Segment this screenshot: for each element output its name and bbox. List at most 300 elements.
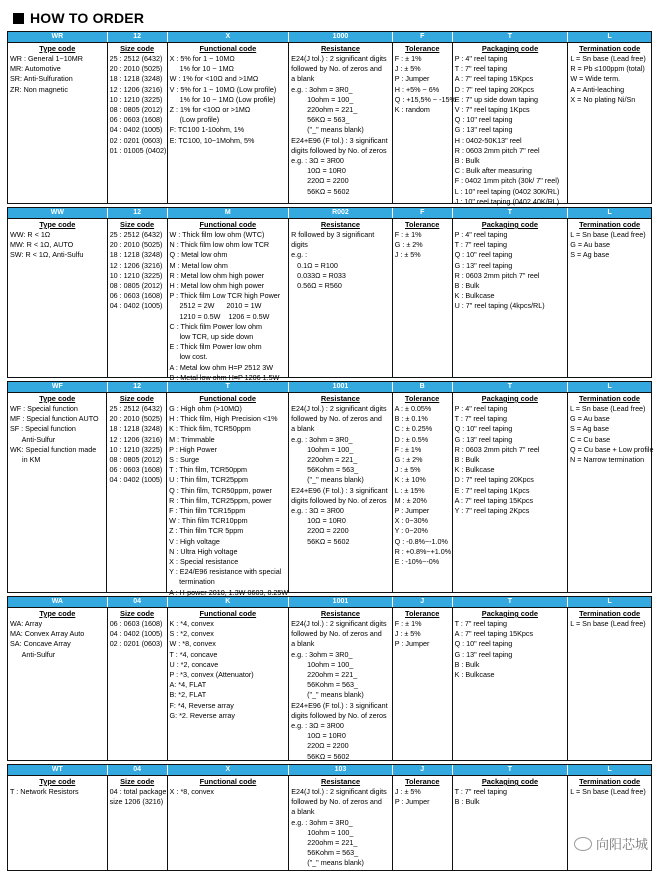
example-code-cell: R002 bbox=[289, 208, 393, 218]
spec-line: e.g. : 3ohm = 3R0_ bbox=[291, 434, 353, 444]
code-header-row bbox=[8, 32, 651, 43]
spec-line: B : ± 0.1% bbox=[394, 414, 428, 424]
spec-line: e.g. : 3ohm = 3R0_ bbox=[291, 649, 353, 659]
spec-line: Q : -0.8%~-1.0% bbox=[394, 536, 448, 546]
spec-line: S = Ag base bbox=[570, 424, 609, 434]
spec-line: digits followed by No. of zeros bbox=[291, 145, 387, 155]
spec-line: e.g. : 3Ω = 3R00 bbox=[291, 506, 344, 516]
column-heading: Functional code bbox=[199, 44, 257, 53]
spec-line: a blank bbox=[291, 639, 315, 649]
column-heading: Packaging code bbox=[481, 44, 539, 53]
spec-line: K : Bulkcase bbox=[454, 465, 495, 475]
spec-line: K : Bulkcase bbox=[454, 291, 495, 301]
spec-line: J : 10" reel taping (0402 40K/RL) bbox=[454, 196, 560, 206]
spec-column bbox=[289, 608, 393, 760]
spec-line: ("_" means blank) bbox=[291, 475, 364, 485]
spec-line: V : High voltage bbox=[169, 536, 220, 546]
spec-line: in KM bbox=[10, 455, 41, 465]
spec-line: L = Sn base (Lead free) bbox=[570, 54, 646, 63]
spec-line: T : 7" reel taping bbox=[454, 240, 507, 250]
spec-line: SF : Special function bbox=[10, 424, 76, 434]
spec-line: X : 0~30% bbox=[394, 516, 428, 526]
spec-column bbox=[568, 393, 654, 592]
spec-line: G = Au base bbox=[570, 414, 610, 424]
spec-line: Q : Thin film, TCR50ppm, power bbox=[169, 485, 272, 495]
spec-line: R : 0603 2mm pitch 7" reel bbox=[454, 444, 540, 454]
column-heading: Tolerance bbox=[405, 609, 440, 618]
spec-line: S : Surge bbox=[169, 455, 200, 465]
spec-column bbox=[568, 219, 651, 377]
spec-line: 12 : 1206 (3216) bbox=[109, 84, 163, 94]
spec-line: 56Kohm = 563_ bbox=[291, 848, 359, 858]
spec-line: 56Kohm = 563_ bbox=[291, 465, 359, 475]
spec-column bbox=[453, 776, 569, 870]
spec-line: C : ± 0.25% bbox=[394, 424, 433, 434]
spec-column bbox=[8, 393, 107, 592]
spec-line: F: *4, Reverse array bbox=[169, 700, 234, 710]
spec-line: N = Narrow termination bbox=[570, 455, 645, 465]
spec-line: low TCR, up side down bbox=[169, 332, 254, 342]
spec-line: P : Jumper bbox=[394, 797, 430, 807]
spec-line: e.g. : bbox=[291, 250, 308, 260]
spec-column bbox=[453, 393, 568, 592]
spec-line: 0.1Ω = R100 bbox=[291, 260, 338, 270]
spec-line: e.g. : 3ohm = 3R0_ bbox=[291, 84, 353, 94]
spec-column bbox=[167, 393, 289, 597]
spec-line: 10ohm = 100_ bbox=[291, 94, 354, 104]
column-heading: Packaging code bbox=[481, 220, 539, 229]
spec-line: 06 : 0603 (1608) bbox=[109, 465, 163, 475]
example-code-cell: 1001 bbox=[289, 597, 393, 607]
spec-line: P : Jumper bbox=[394, 639, 430, 649]
spec-line: WK: Special function made bbox=[10, 444, 97, 454]
example-code-cell: T bbox=[453, 382, 569, 392]
spec-column bbox=[393, 393, 453, 592]
spec-line: 10Ω = 10R0 bbox=[291, 166, 346, 176]
spec-line: WF : Special function bbox=[10, 404, 78, 413]
spec-line: 220ohm = 221_ bbox=[291, 105, 358, 115]
example-code-cell: F bbox=[393, 208, 453, 218]
spec-line: R followed by 3 significant bbox=[291, 230, 375, 239]
example-code-cell: K bbox=[168, 597, 290, 607]
spec-column bbox=[453, 43, 569, 206]
spec-line: W = Wide term. bbox=[570, 74, 621, 84]
example-code-cell: T bbox=[453, 597, 569, 607]
spec-line: G : High ohm (>10MΩ) bbox=[169, 404, 242, 413]
spec-column bbox=[108, 219, 168, 377]
spec-column bbox=[568, 43, 651, 203]
spec-line: 56KΩ = 5602 bbox=[291, 186, 350, 196]
spec-line: 06 : 0603 (1608) bbox=[109, 291, 163, 301]
column-heading: Resistance bbox=[320, 394, 360, 403]
spec-line: 220ohm = 221_ bbox=[291, 838, 358, 848]
spec-line: X = No plating Ni/Sn bbox=[570, 94, 636, 104]
spec-line: 20 : 2010 (5025) bbox=[109, 240, 163, 250]
spec-line: J : ± 5% bbox=[394, 787, 421, 796]
spec-line: E : 7" up side down taping bbox=[454, 94, 539, 104]
spec-line: J : ± 5% bbox=[394, 64, 421, 74]
spec-column bbox=[8, 608, 108, 760]
spec-line: F : ± 1% bbox=[394, 619, 422, 628]
spec-line: 18 : 1218 (3248) bbox=[109, 74, 163, 84]
spec-line: C = Cu base bbox=[570, 434, 611, 444]
spec-line: R : 0603 2mm pitch 7" reel bbox=[454, 145, 540, 155]
spec-line: K : Thick film, TCR50ppm bbox=[169, 424, 251, 434]
example-code-cell: 1001 bbox=[289, 382, 393, 392]
column-heading: Resistance bbox=[320, 220, 360, 229]
example-code-cell: WA bbox=[8, 597, 108, 607]
spec-line: L : 10" reel taping (0402 30K/RL) bbox=[454, 186, 560, 196]
spec-line: 0.033Ω = R033 bbox=[291, 270, 346, 280]
spec-line: Q : 10" reel taping bbox=[454, 424, 513, 434]
spec-column bbox=[393, 776, 453, 870]
section-body bbox=[8, 608, 651, 760]
spec-column bbox=[393, 43, 456, 203]
column-heading: Type code bbox=[39, 44, 76, 53]
spec-line: 18 : 1218 (3248) bbox=[109, 424, 163, 434]
spec-line: B : Bulk bbox=[454, 797, 480, 807]
spec-line: D : ± 0.5% bbox=[394, 434, 429, 444]
spec-line: V : 7" reel taping 1Kpcs bbox=[454, 105, 530, 115]
spec-line: X : Special resistance bbox=[169, 557, 239, 567]
spec-line: MA: Convex Array Auto bbox=[10, 629, 85, 639]
spec-line: L : ± 15% bbox=[394, 485, 425, 495]
spec-line: P : Jumper bbox=[394, 506, 430, 516]
spec-line: G : 13" reel taping bbox=[454, 649, 513, 659]
spec-line: H : 0402-50K13" reel bbox=[454, 135, 522, 145]
spec-column bbox=[289, 776, 393, 870]
spec-line: A : 7" reel taping 15Kpcs bbox=[454, 74, 534, 84]
example-code-cell: T bbox=[453, 32, 569, 42]
spec-line: B : Bulk bbox=[454, 281, 480, 291]
column-heading: Type code bbox=[39, 394, 76, 403]
spec-line: H : Metal low ohm high power bbox=[169, 281, 265, 291]
spec-line: J : ± 5% bbox=[394, 465, 421, 475]
spec-column bbox=[453, 608, 569, 760]
spec-line: 10 : 1210 (3225) bbox=[109, 270, 163, 280]
example-code-cell: X bbox=[168, 32, 290, 42]
column-heading: Tolerance bbox=[405, 220, 440, 229]
column-heading: Functional code bbox=[199, 394, 256, 403]
spec-line: Q : Metal low ohm bbox=[169, 250, 228, 260]
spec-line: K : *4, convex bbox=[169, 619, 214, 628]
example-code-cell: WT bbox=[8, 765, 108, 775]
column-heading: Size code bbox=[120, 220, 155, 229]
spec-line: 0.56Ω = R560 bbox=[291, 281, 342, 291]
example-code-cell: T bbox=[453, 765, 569, 775]
spec-line: E24(J tol.) : 2 significant digits bbox=[291, 404, 387, 413]
spec-line: 04 : 0402 (1005) bbox=[109, 125, 163, 135]
spec-line: digits followed by No. of zeros bbox=[291, 710, 387, 720]
watermark bbox=[574, 834, 648, 853]
spec-line: E24(J tol.) : 2 significant digits bbox=[291, 54, 387, 63]
spec-line: P : Thick film Low TCR high Power bbox=[169, 291, 281, 301]
spec-line: G : 13" reel taping bbox=[454, 125, 513, 135]
spec-line: W : Thick film low ohm (WTC) bbox=[169, 230, 265, 239]
spec-line: A = Anti-leaching bbox=[570, 84, 625, 94]
spec-line: T : 7" reel taping bbox=[454, 619, 507, 628]
column-heading: Size code bbox=[120, 44, 155, 53]
spec-line: K : Bulkcase bbox=[454, 670, 495, 680]
column-heading: Tolerance bbox=[404, 394, 440, 403]
column-heading: Resistance bbox=[321, 777, 361, 786]
title-square-icon bbox=[13, 13, 24, 24]
spec-line: 02 : 0201 (0603) bbox=[109, 135, 163, 145]
column-heading: Termination code bbox=[579, 44, 641, 53]
spec-line: R = Pb ≤100ppm (total) bbox=[570, 64, 645, 74]
section-body bbox=[8, 219, 651, 382]
spec-line: B : Bulk bbox=[454, 455, 480, 465]
spec-line: 220Ω = 2200 bbox=[291, 176, 349, 186]
spec-line: W : Thin film TCR10ppm bbox=[169, 516, 248, 526]
spec-line: size 1206 (3216) bbox=[109, 797, 164, 807]
spec-line: F : Thin film TCR15ppm bbox=[169, 506, 246, 516]
spec-line: P : 4" reel taping bbox=[454, 230, 508, 239]
spec-line: E24+E96 (F tol.) : 3 significant bbox=[291, 485, 388, 495]
spec-line: L = Sn base (Lead free) bbox=[570, 404, 646, 413]
column-heading: Size code bbox=[119, 394, 154, 403]
spec-line: T : *4, concave bbox=[169, 649, 218, 659]
spec-column bbox=[8, 776, 108, 870]
spec-line: 12 : 1206 (3216) bbox=[109, 434, 163, 444]
spec-line: M : ± 20% bbox=[394, 495, 427, 505]
column-heading: Termination code bbox=[579, 220, 641, 229]
spec-line: Z : Thin film TCR 5ppm bbox=[169, 526, 244, 536]
spec-column bbox=[8, 43, 108, 203]
spec-line: F : ± 1% bbox=[394, 230, 422, 239]
example-code-cell: L bbox=[607, 33, 612, 40]
spec-line: 220ohm = 221_ bbox=[291, 670, 358, 680]
example-code-cell: L bbox=[607, 209, 612, 216]
spec-line: J : ± 5% bbox=[394, 629, 421, 639]
spec-line: A : H-power 2010, 1.3W 0603, 0.25W bbox=[169, 587, 289, 597]
spec-line: H : Thick film, High Precision <1% bbox=[169, 414, 278, 424]
code-header-row bbox=[8, 765, 651, 776]
spec-line: E: TC100, 10~1Mohm, 5% bbox=[169, 135, 255, 145]
page-title: HOW TO ORDER bbox=[30, 10, 145, 26]
spec-line: 1% for 10 ~ 1MΩ bbox=[169, 64, 234, 74]
spec-line: T : Network Resistors bbox=[10, 787, 79, 796]
spec-line: 10 : 1210 (3225) bbox=[109, 94, 163, 104]
section-body bbox=[8, 43, 651, 206]
spec-column bbox=[568, 608, 651, 760]
spec-line: 10ohm = 100_ bbox=[291, 827, 354, 837]
spec-line: ("_" means blank) bbox=[291, 125, 364, 135]
spec-line: 18 : 1218 (3248) bbox=[109, 250, 163, 260]
spec-line: termination bbox=[169, 577, 215, 587]
spec-line: 12 : 1206 (3216) bbox=[109, 260, 163, 270]
spec-line: WW: R < 1Ω bbox=[10, 230, 51, 239]
spec-line: R : Metal low ohm high power bbox=[169, 270, 265, 280]
spec-line: E : Thick film Power low ohm bbox=[169, 342, 262, 352]
example-code-cell: WW bbox=[8, 208, 108, 218]
spec-line: followed by No. of zeros and bbox=[291, 797, 382, 807]
spec-line: Q : 10" reel taping bbox=[454, 115, 513, 125]
spec-line: E24(J tol.) : 2 significant digits bbox=[291, 619, 387, 628]
example-code-cell: J bbox=[393, 765, 453, 775]
spec-line: X : 5% for 1 ~ 10MΩ bbox=[169, 54, 235, 63]
spec-line: 10Ω = 10R0 bbox=[291, 731, 346, 741]
column-heading: Size code bbox=[120, 777, 155, 786]
spec-column bbox=[108, 608, 168, 760]
spec-line: A : ± 0.05% bbox=[394, 404, 432, 413]
spec-line: Y : 7" reel taping 2Kpcs bbox=[454, 506, 530, 516]
spec-line: P : 4" reel taping bbox=[454, 404, 508, 413]
code-header-row bbox=[8, 382, 651, 393]
spec-line: 220Ω = 2200 bbox=[291, 741, 349, 751]
spec-line: (Low profile) bbox=[169, 115, 220, 125]
spec-line: G : 13" reel taping bbox=[454, 260, 513, 270]
spec-line: U : 7" reel taping (4kpcs/RL) bbox=[454, 301, 545, 311]
spec-line: D : 7" reel taping 20Kpcs bbox=[454, 475, 534, 485]
spec-line: 10ohm = 100_ bbox=[291, 659, 354, 669]
spec-line: 220Ω = 2200 bbox=[291, 526, 349, 536]
column-heading: Packaging code bbox=[481, 777, 539, 786]
spec-line: A : 7" reel taping 15Kpcs bbox=[454, 495, 534, 505]
spec-line: K : random bbox=[394, 105, 430, 115]
spec-line: 25 : 2512 (6432) bbox=[109, 54, 163, 63]
spec-line: a blank bbox=[291, 74, 315, 84]
spec-column bbox=[108, 776, 168, 870]
spec-line: A : 7" reel taping 15Kpcs bbox=[454, 629, 534, 639]
spec-line: F: TC100 1-10ohm, 1% bbox=[169, 125, 245, 135]
spec-line: P : 4" reel taping bbox=[454, 54, 508, 63]
spec-line: Q = Cu base + Low profile bbox=[570, 444, 654, 454]
example-code-cell: 12 bbox=[108, 382, 168, 392]
spec-line: 20 : 2010 (5025) bbox=[109, 414, 163, 424]
spec-line: R : Thin film, TCR25ppm, power bbox=[169, 495, 272, 505]
spec-line: Anti-Sulfur bbox=[10, 649, 56, 659]
spec-line: F : 0402 1mm pitch (30k/ 7" reel) bbox=[454, 176, 560, 186]
page-title-bar bbox=[13, 9, 144, 27]
example-code-cell: M bbox=[168, 208, 290, 218]
spec-line: G = Au base bbox=[570, 240, 610, 250]
spec-line: E24+E96 (F tol.) : 3 significant bbox=[291, 135, 388, 145]
spec-line: low cost. bbox=[169, 352, 208, 362]
spec-line: 56KΩ = 5602 bbox=[291, 536, 350, 546]
spec-column bbox=[453, 219, 569, 377]
spec-line: F : ± 1% bbox=[394, 444, 422, 454]
spec-line: P : High Power bbox=[169, 444, 217, 454]
spec-line: U : Thin film, TCR25ppm bbox=[169, 475, 248, 485]
spec-column bbox=[289, 219, 393, 377]
spec-line: B : Metal low ohm H=P 1206 1.5W bbox=[169, 372, 280, 382]
example-code-cell: J bbox=[393, 597, 453, 607]
spec-line: P : Jumper bbox=[394, 74, 430, 84]
column-heading: Functional code bbox=[199, 220, 257, 229]
spec-line: Q : 10" reel taping bbox=[454, 250, 513, 260]
spec-line: M : Trimmable bbox=[169, 434, 215, 444]
spec-line: 04 : 0402 (1005) bbox=[109, 301, 163, 311]
spec-line: T : 7" reel taping bbox=[454, 414, 507, 424]
spec-line: Q : +15,5% ~ -15% bbox=[394, 94, 456, 104]
example-code-cell: WR bbox=[8, 32, 108, 42]
spec-line: E : -10%~-0% bbox=[394, 557, 440, 567]
spec-line: K : ± 10% bbox=[394, 475, 426, 485]
spec-line: G: *2. Reverse array bbox=[169, 710, 236, 720]
spec-line: 01 : 01005 (0402) bbox=[109, 145, 167, 155]
column-heading: Termination code bbox=[579, 777, 641, 786]
spec-line: P : *3, convex (Attenuator) bbox=[169, 670, 254, 680]
spec-line: G : ± 2% bbox=[394, 240, 423, 250]
spec-line: MR: Automotive bbox=[10, 64, 61, 74]
spec-line: Y : E24/E96 resistance with special bbox=[169, 567, 282, 577]
spec-line: N : Thick film low ohm low TCR bbox=[169, 240, 270, 250]
spec-line: T : 7" reel taping bbox=[454, 787, 508, 796]
example-code-cell: B bbox=[393, 382, 453, 392]
section-body bbox=[8, 776, 651, 870]
watermark-text: 向阳芯城 bbox=[595, 837, 648, 852]
spec-line: followed by No. of zeros and bbox=[291, 629, 382, 639]
spec-column bbox=[393, 608, 453, 760]
example-code-cell: 103 bbox=[289, 765, 393, 775]
example-code-cell: 12 bbox=[108, 208, 168, 218]
spec-line: 1% for 10 ~ 1MΩ (Low profile) bbox=[169, 94, 276, 104]
spec-line: 06 : 0603 (1608) bbox=[109, 115, 163, 125]
column-heading: Resistance bbox=[320, 44, 360, 53]
spec-line: 10Ω = 10R0 bbox=[291, 516, 346, 526]
spec-line: e.g. : 3Ω = 3R00 bbox=[291, 721, 344, 731]
example-code-cell: 1000 bbox=[289, 32, 393, 42]
section-body bbox=[8, 393, 654, 597]
spec-line: W : 1% for <10Ω and >1MΩ bbox=[169, 74, 259, 84]
spec-column bbox=[168, 219, 290, 382]
spec-line: SA: Concave Array bbox=[10, 639, 71, 649]
spec-line: 02 : 0201 (0603) bbox=[109, 639, 163, 649]
spec-line: 2512 = 2W 2010 = 1W bbox=[169, 301, 262, 311]
column-heading: Packaging code bbox=[481, 394, 538, 403]
spec-line: followed by No. of zeros and bbox=[291, 64, 382, 74]
spec-line: T : Thin film, TCR50ppm bbox=[169, 465, 248, 475]
column-heading: Size code bbox=[120, 609, 155, 618]
spec-line: SR: Anti-Sulfuration bbox=[10, 74, 73, 84]
spec-line: e.g. : 3ohm = 3R0_ bbox=[291, 817, 353, 827]
spec-line: WR : General 1~10MR bbox=[10, 54, 83, 63]
spec-line: B: *2, FLAT bbox=[169, 690, 207, 700]
spec-line: MF : Special function AUTO bbox=[10, 414, 99, 424]
spec-line: H : +5% ~ 6% bbox=[394, 84, 440, 94]
column-heading: Tolerance bbox=[405, 777, 440, 786]
spec-column bbox=[108, 43, 168, 203]
spec-column bbox=[107, 393, 167, 592]
spec-line: L = Sn base (Lead free) bbox=[570, 230, 646, 239]
spec-line: T : 7" reel taping bbox=[454, 64, 508, 74]
code-header-row bbox=[8, 208, 651, 219]
spec-line: SW: R < 1Ω, Anti-Sulfu bbox=[10, 250, 84, 260]
spec-line: 25 : 2512 (6432) bbox=[109, 230, 163, 239]
spec-line: Z : 1% for <10Ω or >1MΩ bbox=[169, 105, 251, 115]
spec-line: N : Ultra High voltage bbox=[169, 546, 238, 556]
spec-column bbox=[393, 219, 453, 377]
column-heading: Resistance bbox=[320, 609, 360, 618]
spec-line: digits followed by No. of zeros bbox=[291, 495, 387, 505]
spec-line: ZR: Non magnetic bbox=[10, 84, 68, 94]
column-heading: Functional code bbox=[199, 609, 257, 618]
spec-line: 08 : 0805 (2012) bbox=[109, 281, 163, 291]
example-code-cell: L bbox=[607, 383, 612, 390]
spec-line: ("_" means blank) bbox=[291, 858, 364, 868]
order-section bbox=[7, 764, 652, 871]
spec-line: 220ohm = 221_ bbox=[291, 455, 358, 465]
column-heading: Tolerance bbox=[405, 44, 440, 53]
spec-line: 56KΩ = 5602 bbox=[291, 751, 350, 761]
spec-line: B : Bulk bbox=[454, 659, 480, 669]
spec-line: WA: Array bbox=[10, 619, 43, 628]
example-code-cell: F bbox=[393, 32, 453, 42]
spec-line: M : Metal low ohm bbox=[169, 260, 228, 270]
example-code-cell: T bbox=[453, 208, 569, 218]
spec-line: a blank bbox=[291, 424, 315, 434]
